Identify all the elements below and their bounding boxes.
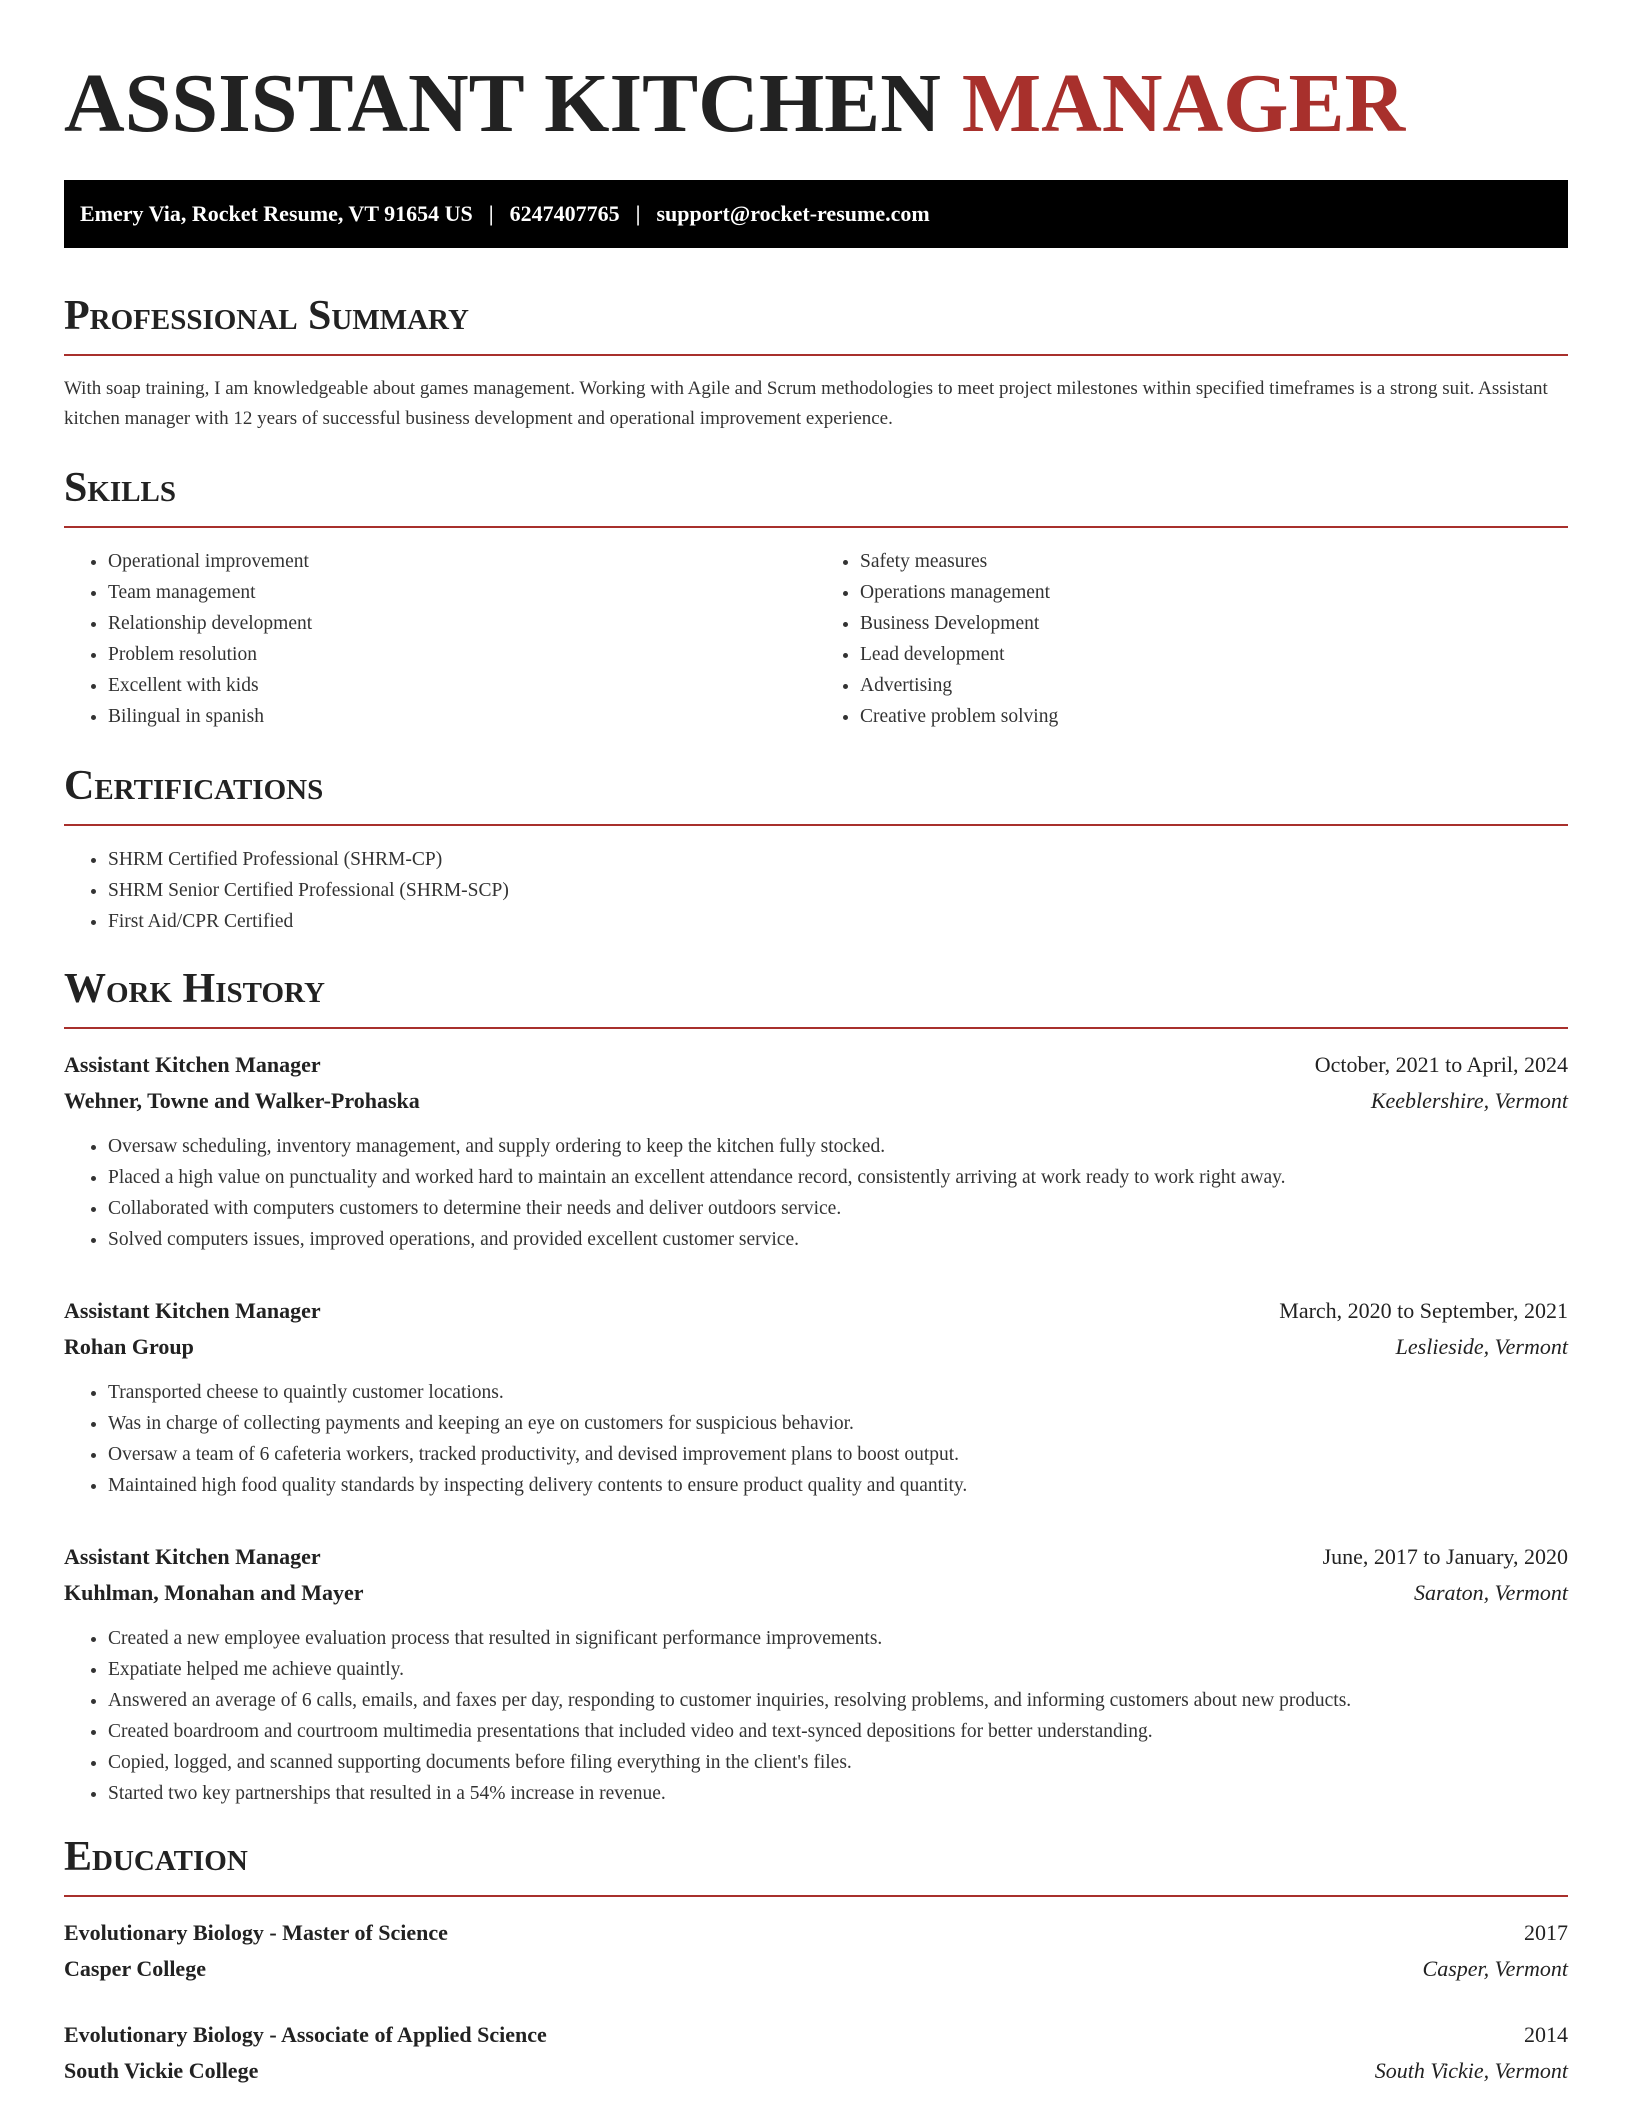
- skill-item: • Operations management: [860, 577, 1568, 608]
- education-year: 2014: [1524, 2022, 1568, 2047]
- job-title: Assistant Kitchen Manager: [64, 1052, 321, 1077]
- job-header-row: [64, 1047, 1568, 1083]
- education-school-row: [64, 2053, 1568, 2089]
- title-main: ASSISTANT KITCHEN: [64, 57, 941, 150]
- job-bullet: • Placed a high value on punctuality and worked hard to maintain an excellent attendance record, consistently arriving at work ready to work right away.: [108, 1162, 1568, 1193]
- job-bullet: • Oversaw scheduling, inventory management, and supply ordering to keep the kitchen fully stocked.: [108, 1131, 1568, 1162]
- contact-address: Emery Via, Rocket Resume, VT 91654 US: [80, 201, 473, 226]
- job-bullets: [64, 1623, 1568, 1809]
- job-location: Keeblershire, Vermont: [1370, 1088, 1568, 1113]
- work-history-section: [64, 965, 1568, 1809]
- job-bullet: • Answered an average of 6 calls, emails, and faxes per day, responding to customer inquiries, resolving problems, and informing customers about new products.: [108, 1685, 1568, 1716]
- job-bullets: [64, 1377, 1568, 1501]
- job-header-row: [64, 1293, 1568, 1329]
- skills-section: [64, 464, 1568, 732]
- education-degree-row: [64, 1915, 1568, 1951]
- education-degree-row: [64, 2017, 1568, 2053]
- education-heading: Education: [64, 1833, 1568, 1897]
- certification-item: • SHRM Certified Professional (SHRM-CP): [108, 844, 1568, 875]
- job-company-row: [64, 1575, 1568, 1611]
- work-history-heading: Work History: [64, 965, 1568, 1029]
- job-title: Assistant Kitchen Manager: [64, 1544, 321, 1569]
- summary-heading: Professional Summary: [64, 292, 1568, 356]
- job-dates: October, 2021 to April, 2024: [1314, 1052, 1568, 1077]
- certifications-list: [64, 844, 1568, 937]
- job-dates: June, 2017 to January, 2020: [1322, 1544, 1568, 1569]
- job-bullet: • Transported cheese to quaintly customer locations.: [108, 1377, 1568, 1408]
- job-bullet: • Created boardroom and courtroom multimedia presentations that included video and text-synced depositions for better understanding.: [108, 1716, 1568, 1747]
- contact-separator: |: [488, 201, 494, 226]
- education-entry: [64, 1915, 1568, 1987]
- job-bullet: • Maintained high food quality standards by inspecting delivery contents to ensure product quality and quantity.: [108, 1470, 1568, 1501]
- skills-list-right: [816, 546, 1568, 732]
- contact-bar: [64, 180, 1568, 248]
- contact-separator: |: [635, 201, 641, 226]
- education-location: South Vickie, Vermont: [1374, 2058, 1568, 2083]
- skill-item: • Business Development: [860, 608, 1568, 639]
- skill-item: • Lead development: [860, 639, 1568, 670]
- certifications-section: [64, 762, 1568, 937]
- education-school: South Vickie College: [64, 2058, 259, 2083]
- contact-phone: 6247407765: [509, 201, 620, 226]
- skills-grid: [64, 528, 1568, 732]
- skill-item: • Problem resolution: [108, 639, 816, 670]
- education-school-row: [64, 1951, 1568, 1987]
- education-entry: [64, 2017, 1568, 2089]
- education-location: Casper, Vermont: [1422, 1956, 1568, 1981]
- summary-text: With soap training, I am knowledgeable about games management. Working with Agile and Scrum methodologies to meet project milestones within specified timeframes is a strong suit. Assistant kitchen manager with 12 years of successful business development and operational improvement experience.: [64, 378, 1548, 429]
- job-bullet: • Expatiate helped me achieve quaintly.: [108, 1654, 1568, 1685]
- job-bullet: • Oversaw a team of 6 cafeteria workers, tracked productivity, and devised improvement plans to boost output.: [108, 1439, 1568, 1470]
- certification-item: • SHRM Senior Certified Professional (SHRM-SCP): [108, 875, 1568, 906]
- job-entry: [64, 1293, 1568, 1501]
- job-company: Kuhlman, Monahan and Mayer: [64, 1580, 364, 1605]
- contact-email[interactable]: support@rocket-resume.com: [656, 201, 930, 226]
- job-bullet: • Started two key partnerships that resulted in a 54% increase in revenue.: [108, 1778, 1568, 1809]
- job-header-row: [64, 1539, 1568, 1575]
- job-bullet: • Was in charge of collecting payments and keeping an eye on customers for suspicious behavior.: [108, 1408, 1568, 1439]
- job-entry: [64, 1539, 1568, 1809]
- certification-item: • First Aid/CPR Certified: [108, 906, 1568, 937]
- skill-item: • Operational improvement: [108, 546, 816, 577]
- job-company-row: [64, 1329, 1568, 1365]
- job-bullet: • Copied, logged, and scanned supporting documents before filing everything in the client's files.: [108, 1747, 1568, 1778]
- skill-item: • Relationship development: [108, 608, 816, 639]
- job-company-row: [64, 1083, 1568, 1119]
- job-location: Leslieside, Vermont: [1395, 1334, 1568, 1359]
- education-degree: Evolutionary Biology - Associate of Applied Science: [64, 2022, 547, 2047]
- job-bullet: • Solved computers issues, improved operations, and provided excellent customer service.: [108, 1224, 1568, 1255]
- skill-item: • Safety measures: [860, 546, 1568, 577]
- job-title: Assistant Kitchen Manager: [64, 1298, 321, 1323]
- skill-item: • Bilingual in spanish: [108, 701, 816, 732]
- job-dates: March, 2020 to September, 2021: [1279, 1298, 1568, 1323]
- education-school: Casper College: [64, 1956, 206, 1981]
- job-company: Rohan Group: [64, 1334, 194, 1359]
- job-company: Wehner, Towne and Walker-Prohaska: [64, 1088, 420, 1113]
- job-entry: [64, 1047, 1568, 1255]
- skills-heading: Skills: [64, 464, 1568, 528]
- skill-item: • Team management: [108, 577, 816, 608]
- skill-item: • Excellent with kids: [108, 670, 816, 701]
- certifications-heading: Certifications: [64, 762, 1568, 826]
- skill-item: • Creative problem solving: [860, 701, 1568, 732]
- skills-list-left: [64, 546, 816, 732]
- job-bullets: [64, 1131, 1568, 1255]
- job-location: Saraton, Vermont: [1414, 1580, 1568, 1605]
- job-bullet: • Created a new employee evaluation process that resulted in significant performance improvements.: [108, 1623, 1568, 1654]
- skill-item: • Advertising: [860, 670, 1568, 701]
- job-bullet: • Collaborated with computers customers to determine their needs and deliver outdoors service.: [108, 1193, 1568, 1224]
- resume-title: [64, 56, 1568, 152]
- summary-section: [64, 292, 1568, 434]
- education-section: [64, 1833, 1568, 2089]
- education-degree: Evolutionary Biology - Master of Science: [64, 1920, 448, 1945]
- title-accent: MANAGER: [961, 57, 1406, 150]
- education-year: 2017: [1524, 1920, 1568, 1945]
